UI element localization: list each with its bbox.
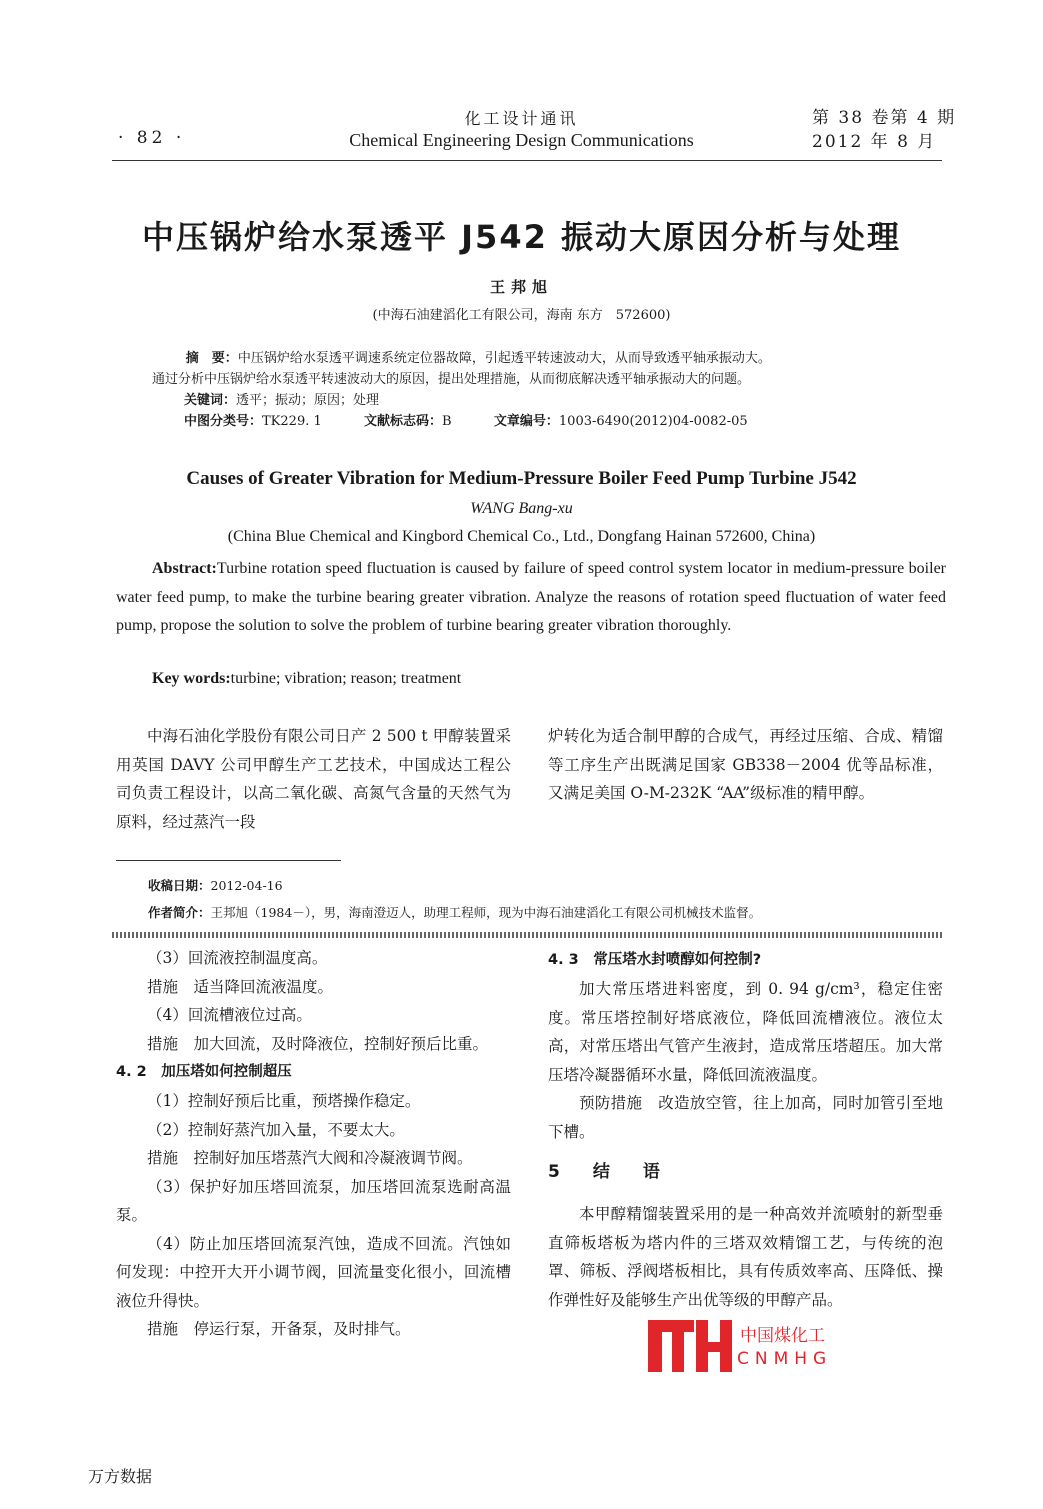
paragraph: （4）防止加压塔回流泵汽蚀，造成不回流。汽蚀如何发现：中控开大开小调节阀，回流量变化很小，回流槽液位升得快。 [116,1234,511,1310]
received-label: 收稿日期： [148,878,211,893]
en-keywords [152,670,461,688]
en-abstract-label: Abstract: [152,560,217,577]
issue-info [812,106,956,154]
en-title: Causes of Greater Vibration for Medium-Pressure Boiler Feed Pump Turbine J542 [186,468,857,489]
paragraph: 措施 适当降回流液温度。 [147,977,334,996]
article-title: 中压锅炉给水泵透平 J542 振动大原因分析与处理 [142,218,901,256]
cn-abstract-line1 [152,348,912,369]
article-affiliation: (中海石油建滔化工有限公司，海南 东方 572600) [372,308,671,323]
paragraph: （3）回流液控制温度高。 [147,949,328,967]
cn-keywords-label: 关键词： [184,393,237,408]
bio-label: 作者简介： [148,905,211,920]
body-left-column [116,944,511,1344]
paragraph: 措施 加大回流，及时降液位，控制好预后比重。 [147,1034,489,1053]
paragraph: 措施 控制好加压塔蒸汽大阀和冷凝液调节阀。 [147,1149,473,1167]
en-author: WANG Bang-xu [470,500,573,517]
doc-code-value: B [442,414,452,429]
en-affiliation: (China Blue Chemical and Kingbord Chemical Co., Ltd., Dongfang Hainan 572600, China) [227,528,816,545]
article-no-value: 1003-6490(2012)04-0082-05 [558,414,748,429]
cn-abstract [152,348,912,432]
section-heading-5: 5 结 语 [548,1162,668,1182]
paragraph: 措施 停运行泵，开备泵，及时排气。 [147,1320,411,1338]
section-heading-4-2: 4. 2 加压塔如何控制超压 [116,1064,292,1080]
journal-title-en: Chemical Engineering Design Communications [349,130,694,150]
paragraph: （2）控制好蒸汽加入量，不要太大。 [147,1120,405,1139]
watermark-text-cn: 中国煤化工 [737,1321,828,1346]
received-date: 2012-04-16 [210,878,283,893]
paragraph: （1）控制好预后比重，预塔操作稳定。 [147,1092,421,1110]
issue-date: 2012 年 8 月 [812,132,937,152]
volume-issue: 第 38 卷第 4 期 [812,108,957,128]
cn-abstract-line2: 通过分析中压锅炉给水泵透平转速波动大的原因，提出处理措施，从而彻底解决透平轴承振动大的问题。 [152,372,751,387]
en-keywords-text: turbine; vibration; reason; treatment [230,670,462,687]
cn-abstract-label: 摘 要： [185,351,238,366]
body-right-column [548,946,943,1314]
footnote-rule [116,860,341,861]
page-number: · 82 · [118,128,186,148]
decorative-separator [112,932,944,938]
watermark-text-en: CNMHG [737,1349,833,1369]
header-rule [112,160,942,161]
intro-right-paragraph: 炉转化为适合制甲醇的合成气，再经过压缩、合成、精馏等工序生产出既满足国家 GB338－2004 优等品标准，又满足美国 O-M-232K “AA”级标准的精甲醇。 [548,727,943,802]
clc-value: TK229. 1 [262,414,322,429]
paragraph: 预防措施 改造放空管，往上加高，同时加管引至地下槽。 [548,1094,943,1141]
intro-right-column [548,722,943,808]
intro-left-paragraph: 中海石油化学股份有限公司日产 2 500 t 甲醇装置采用英国 DAVY 公司甲醇生产工艺技术，中国成达工程公司负责工程设计，以高二氧化碳、高氮气含量的天然气为原料，经过蒸汽一段 [116,727,511,831]
footnote-bio [148,903,761,921]
article-no-label: 文章编号： [493,414,559,429]
section-heading-4-3: 4. 3 常压塔水封喷醇如何控制? [548,952,762,968]
intro-left-column [116,722,511,836]
cn-abstract-text1: 中压锅炉给水泵透平调速系统定位器故障，引起透平转速波动大，从而导致透平轴承振动大。 [237,351,771,366]
article-author: 王邦旭 [489,278,553,296]
footnote-received [148,876,283,894]
bio-text: 王邦旭（1984－），男，海南澄迈人，助理工程师，现为中海石油建滔化工有限公司机械技术监督。 [210,905,762,920]
en-abstract [116,555,946,641]
cn-keywords-text: 透平；振动；原因；处理 [236,393,380,408]
clc-label: 中图分类号： [184,414,263,429]
paragraph: （3）保护好加压塔回流泵，加压塔回流泵选耐高温泵。 [116,1177,511,1224]
paragraph: （4）回流槽液位过高。 [147,1006,312,1024]
journal-title-cn: 化工设计通讯 [464,109,579,128]
cn-classification-line [152,411,912,432]
en-keywords-label: Key words: [152,670,231,687]
footer-source: 万方数据 [88,1467,153,1486]
paragraph: 本甲醇精馏装置采用的是一种高效并流喷射的新型垂直筛板塔板为塔内件的三塔双效精馏工艺，与传统的泡罩、筛板、浮阀塔板相比，具有传质效率高、压降低、操作弹性好及能够生产出优等级的甲醇产品。 [548,1205,943,1309]
paragraph: 加大常压塔进料密度，到 0. 94 g/cm³，稳定住密度。常压塔控制好塔底液位，降低回流槽液位。液位太高，对常压塔出气管产生液封，造成常压塔超压。加大常压塔冷凝器循环水量，降低回流液温度。 [548,980,943,1084]
doc-code-label: 文献标志码： [364,414,443,429]
en-abstract-text: Turbine rotation speed fluctuation is caused by failure of speed control system locator in medium-pressure boiler water feed pump, to make the turbine bearing greater vibration. Analyze the reasons of rotation speed fluctuation of water feed pump, propose the solution to solve the problem of turbine bearing greater vibration thoroughly. [116,560,946,634]
cn-keywords [152,390,912,411]
